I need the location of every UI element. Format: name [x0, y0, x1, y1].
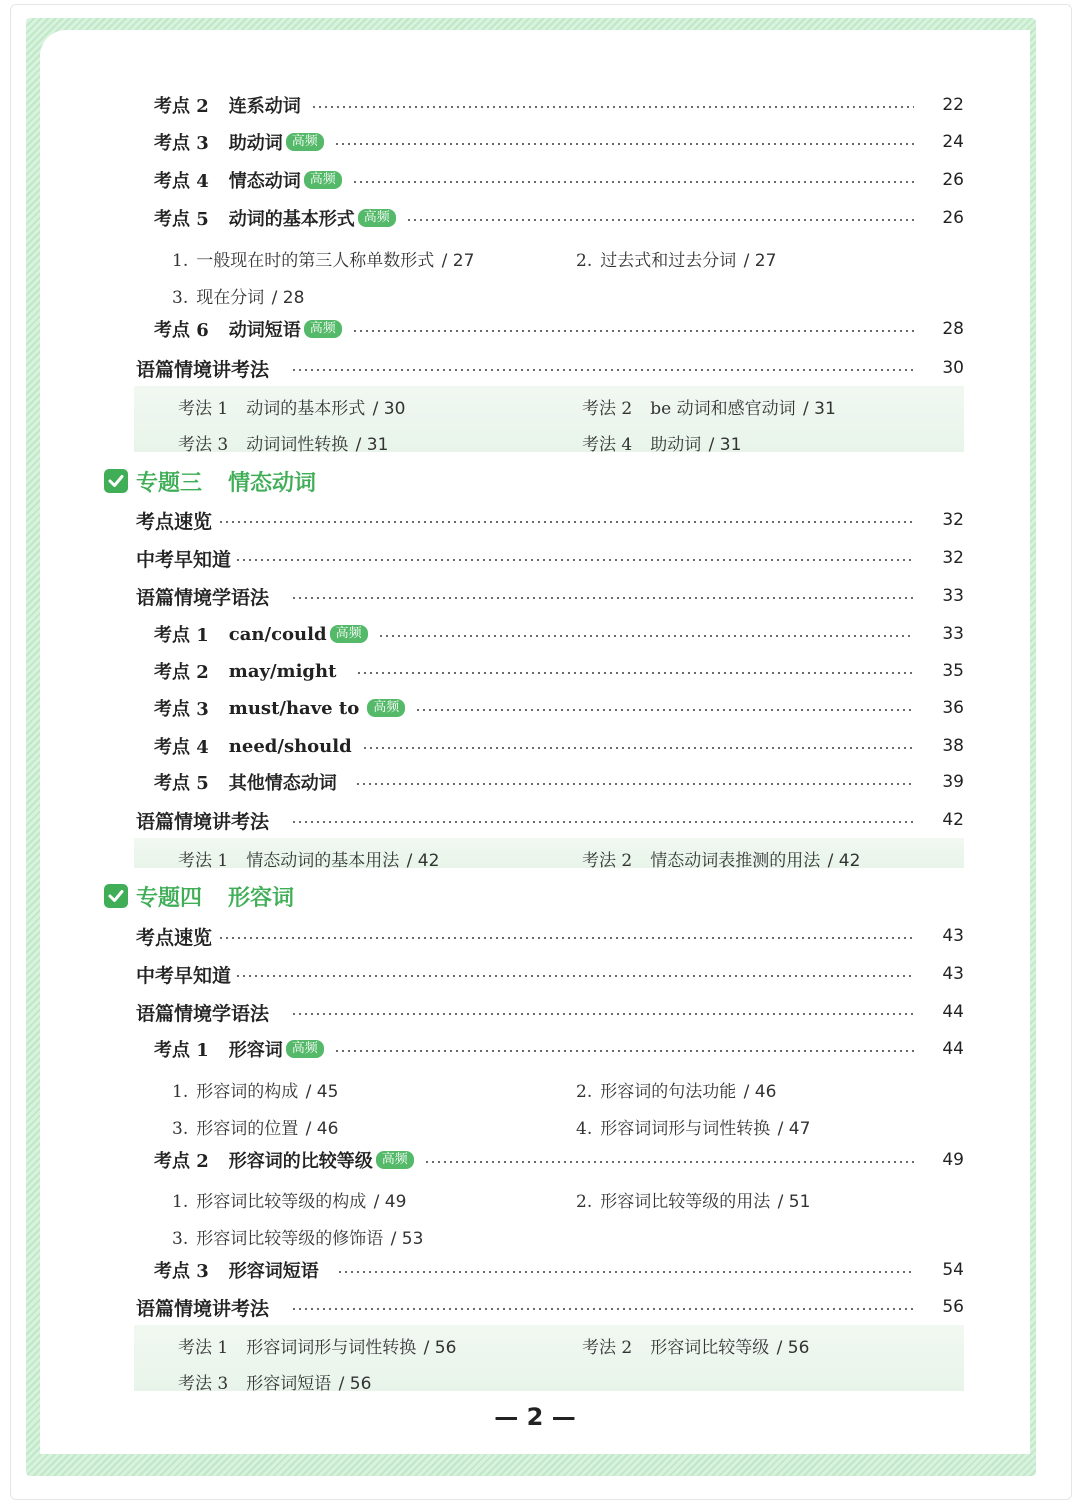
method-label: 考法 2 [582, 399, 633, 419]
chapter-number: 专题四 [136, 885, 203, 911]
sub-text: 一般现在时的第三人称单数形式 [196, 251, 435, 271]
method-text: 动词词性转换 [246, 435, 349, 455]
leader-dots [337, 1271, 914, 1273]
high-frequency-badge: 高频 [286, 133, 324, 151]
method-label: 考法 3 [178, 435, 229, 455]
item-title: 动词短语 [228, 320, 301, 341]
toc-section[interactable] [0, 803, 1080, 837]
method-text: 助动词 [650, 435, 702, 455]
item-label: 考点 5 [154, 209, 209, 230]
method-item[interactable] [178, 394, 405, 419]
section-title: 中考早知道 [136, 964, 232, 987]
item-title: 助动词 [228, 133, 283, 154]
sub-page: / 53 [390, 1229, 424, 1249]
item-title: need/should [228, 735, 352, 757]
toc-section[interactable] [0, 541, 1080, 575]
leader-dots [291, 1308, 914, 1310]
high-frequency-badge: 高频 [304, 320, 342, 338]
toc-section[interactable] [0, 919, 1080, 953]
method-item[interactable] [582, 1333, 809, 1358]
high-frequency-badge: 高频 [358, 209, 396, 227]
page-number: 33 [942, 624, 964, 644]
sub-page: / 49 [373, 1192, 407, 1212]
toc-item[interactable] [0, 617, 1080, 651]
method-item[interactable] [582, 846, 860, 871]
high-frequency-badge: 高频 [286, 1040, 324, 1058]
toc-section[interactable] [0, 1290, 1080, 1324]
method-label: 考法 1 [178, 851, 229, 871]
sub-number: 3. [172, 288, 189, 308]
method-page: / 31 [803, 399, 836, 419]
method-text: 形容词词形与词性转换 [246, 1338, 417, 1358]
page-number: 36 [942, 698, 964, 718]
sub-item[interactable] [576, 1114, 810, 1139]
sub-item[interactable] [172, 283, 304, 308]
chapter-name: 形容词 [228, 885, 295, 911]
chapter-name: 情态动词 [228, 470, 317, 496]
page-number: 43 [942, 926, 964, 946]
leader-dots [415, 709, 914, 711]
toc-item[interactable] [0, 729, 1080, 763]
sub-text: 形容词比较等级的构成 [196, 1192, 367, 1212]
leader-dots [291, 369, 914, 371]
section-title: 语篇情境讲考法 [136, 810, 270, 833]
page-number: 49 [942, 1150, 964, 1170]
method-label: 考法 2 [582, 1338, 633, 1358]
item-title: 形容词 [228, 1040, 283, 1061]
item-title: 动词的基本形式 [228, 209, 355, 230]
leader-dots [291, 597, 914, 599]
method-page: / 56 [423, 1338, 457, 1358]
sub-item[interactable] [576, 246, 776, 271]
method-label: 考法 2 [582, 851, 633, 871]
page-number: 22 [942, 95, 964, 115]
leader-dots [424, 1161, 914, 1163]
leader-dots [235, 975, 914, 977]
page-number: 56 [942, 1297, 964, 1317]
item-title: 连系动词 [228, 96, 301, 117]
item-label: 考点 2 [154, 96, 209, 117]
method-label: 考法 1 [178, 399, 229, 419]
method-page: / 42 [827, 851, 861, 871]
leader-dots [334, 143, 914, 145]
leader-dots [218, 937, 914, 939]
high-frequency-badge: 高频 [330, 625, 368, 643]
sub-item[interactable] [576, 1077, 776, 1102]
page-number: 28 [942, 319, 964, 339]
item-label: 考点 2 [154, 662, 209, 683]
section-title: 语篇情境讲考法 [136, 358, 270, 381]
leader-dots [291, 821, 914, 823]
chapter-number: 专题三 [136, 470, 203, 496]
toc-item[interactable] [0, 1143, 1080, 1177]
item-label: 考点 1 [154, 1040, 209, 1061]
toc-section[interactable] [0, 957, 1080, 991]
page-number: 26 [942, 208, 964, 228]
leader-dots [291, 1013, 914, 1015]
method-item[interactable] [178, 846, 439, 871]
section-title: 中考早知道 [136, 548, 232, 571]
sub-text: 形容词词形与词性转换 [600, 1119, 771, 1139]
item-title: 情态动词 [228, 171, 301, 192]
section-title: 考点速览 [136, 926, 213, 949]
item-label: 考点 3 [154, 133, 209, 154]
item-label: 考点 1 [154, 625, 209, 646]
toc-item[interactable] [0, 125, 1080, 159]
item-title: 其他情态动词 [228, 773, 337, 794]
page-number: 30 [942, 358, 964, 378]
sub-item[interactable] [172, 1224, 423, 1249]
page-number: 32 [942, 548, 964, 568]
sub-text: 形容词的构成 [196, 1082, 299, 1102]
leader-dots [362, 747, 914, 749]
high-frequency-badge: 高频 [304, 171, 342, 189]
item-title: may/might [228, 660, 337, 682]
sub-page: / 28 [271, 288, 305, 308]
toc-item[interactable] [0, 312, 1080, 346]
item-label: 考点 3 [154, 699, 209, 720]
page-number: 38 [942, 736, 964, 756]
section-title: 语篇情境学语法 [136, 586, 270, 609]
item-label: 考点 2 [154, 1151, 209, 1172]
page-number: 39 [942, 772, 964, 792]
section-title: 考点速览 [136, 510, 213, 533]
page-number: 54 [942, 1260, 964, 1280]
leader-dots [406, 219, 914, 221]
method-text: 情态动词表推测的用法 [650, 851, 821, 871]
sub-page: / 27 [441, 251, 475, 271]
toc-item[interactable] [0, 654, 1080, 688]
sub-number: 2. [576, 251, 593, 271]
item-label: 考点 6 [154, 320, 209, 341]
sub-page: / 45 [305, 1082, 339, 1102]
chapter-heading[interactable] [104, 464, 316, 498]
method-page: / 42 [406, 851, 440, 871]
item-label: 考点 4 [154, 171, 209, 192]
page-number: 35 [942, 661, 964, 681]
sub-text: 形容词比较等级的用法 [600, 1192, 771, 1212]
sub-text: 过去式和过去分词 [600, 251, 737, 271]
sub-item[interactable] [172, 1114, 338, 1139]
toc-item[interactable] [0, 88, 1080, 122]
sub-page: / 46 [743, 1082, 777, 1102]
toc-item[interactable] [0, 691, 1080, 725]
item-title: must/have to [228, 697, 360, 719]
section-title: 语篇情境学语法 [136, 1002, 270, 1025]
toc-section[interactable] [0, 351, 1080, 385]
method-text: be 动词和感官动词 [650, 399, 796, 419]
leader-dots [352, 181, 914, 183]
toc-item[interactable] [0, 765, 1080, 799]
section-title: 语篇情境讲考法 [136, 1297, 270, 1320]
sub-number: 2. [576, 1082, 593, 1102]
sub-text: 形容词比较等级的修饰语 [196, 1229, 384, 1249]
sub-item[interactable] [576, 1187, 810, 1212]
sub-number: 3. [172, 1229, 189, 1249]
method-text: 形容词短语 [246, 1374, 332, 1394]
toc-section[interactable] [0, 995, 1080, 1029]
item-title: 形容词短语 [228, 1261, 319, 1282]
item-title: 形容词的比较等级 [228, 1151, 373, 1172]
page-footer-number: — 2 — [494, 1403, 576, 1431]
checkbox-icon [104, 469, 128, 493]
sub-number: 2. [576, 1192, 593, 1212]
sub-number: 4. [576, 1119, 593, 1139]
toc-section[interactable] [0, 503, 1080, 537]
leader-dots [352, 330, 914, 332]
leader-dots [311, 106, 914, 108]
sub-page: / 46 [305, 1119, 339, 1139]
method-item[interactable] [178, 1369, 371, 1394]
sub-number: 1. [172, 1082, 189, 1102]
high-frequency-badge: 高频 [376, 1151, 414, 1169]
item-label: 考点 4 [154, 737, 209, 758]
sub-number: 1. [172, 1192, 189, 1212]
sub-page: / 51 [777, 1192, 811, 1212]
sub-page: / 47 [777, 1119, 811, 1139]
toc-item[interactable] [0, 1032, 1080, 1066]
toc-item[interactable] [0, 1253, 1080, 1287]
page-number: 43 [942, 964, 964, 984]
item-label: 考点 3 [154, 1261, 209, 1282]
method-item[interactable] [178, 1333, 456, 1358]
leader-dots [334, 1050, 914, 1052]
sub-text: 形容词的句法功能 [600, 1082, 737, 1102]
leader-dots [378, 635, 914, 637]
method-item[interactable] [582, 430, 741, 455]
leader-dots [235, 559, 914, 561]
item-title: can/could [228, 623, 327, 645]
page-number: 33 [942, 586, 964, 606]
method-item[interactable] [582, 394, 836, 419]
toc-section[interactable] [0, 579, 1080, 613]
page-number: 24 [942, 132, 964, 152]
item-label: 考点 5 [154, 773, 209, 794]
method-text: 形容词比较等级 [650, 1338, 770, 1358]
method-label: 考法 4 [582, 435, 633, 455]
method-page: / 56 [776, 1338, 810, 1358]
method-label: 考法 1 [178, 1338, 229, 1358]
page-number: 26 [942, 170, 964, 190]
toc-item[interactable] [0, 163, 1080, 197]
sub-item[interactable] [172, 246, 474, 271]
sub-item[interactable] [172, 1077, 338, 1102]
sub-page: / 27 [743, 251, 777, 271]
sub-text: 形容词的位置 [196, 1119, 299, 1139]
leader-dots [218, 521, 914, 523]
page-number: 44 [942, 1039, 964, 1059]
page-number: 32 [942, 510, 964, 530]
high-frequency-badge: 高频 [367, 699, 405, 717]
leader-dots [355, 783, 914, 785]
method-item[interactable] [178, 430, 388, 455]
sub-text: 现在分词 [196, 288, 265, 308]
method-text: 动词的基本形式 [246, 399, 366, 419]
sub-number: 3. [172, 1119, 189, 1139]
method-page: / 30 [372, 399, 406, 419]
method-label: 考法 3 [178, 1374, 229, 1394]
chapter-heading[interactable] [104, 879, 294, 913]
sub-item[interactable] [172, 1187, 406, 1212]
toc-item[interactable] [0, 201, 1080, 235]
sub-number: 1. [172, 251, 189, 271]
checkbox-icon [104, 884, 128, 908]
method-text: 情态动词的基本用法 [246, 851, 400, 871]
method-page: / 31 [708, 435, 742, 455]
method-page: / 31 [355, 435, 389, 455]
page-number: 44 [942, 1002, 964, 1022]
method-page: / 56 [338, 1374, 372, 1394]
page-number: 42 [942, 810, 964, 830]
leader-dots [356, 672, 914, 674]
